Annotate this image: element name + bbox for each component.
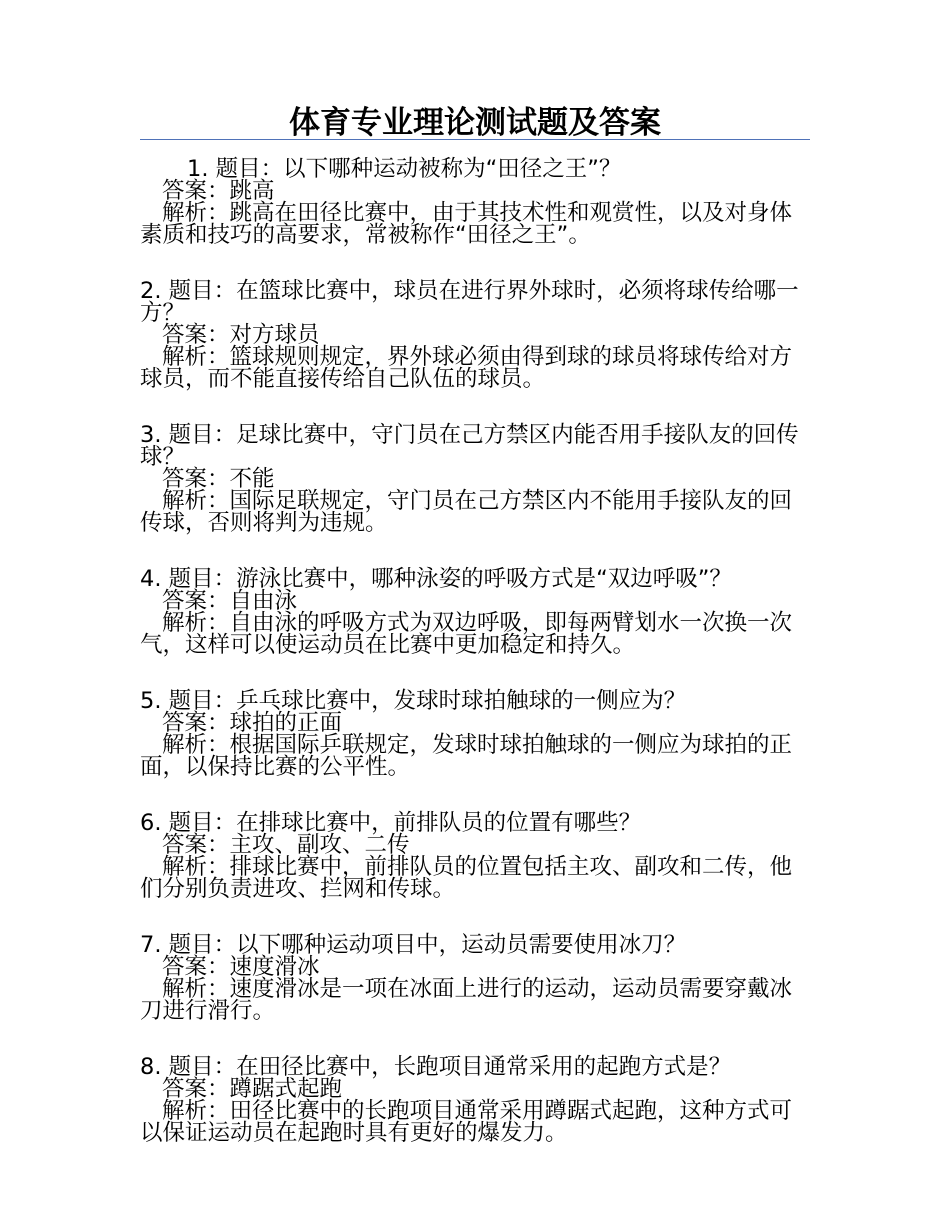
question-text: 5. 题目：乒乓球比赛中，发球时球拍触球的一侧应为？: [140, 688, 687, 714]
answer-text: 答案：跳高: [162, 178, 275, 204]
question-text: 1. 题目：以下哪种运动被称为“田径之王”？: [187, 156, 622, 182]
question-text: 6. 题目：在排球比赛中，前排队员的位置有哪些？: [140, 810, 642, 836]
explanation-text: 解析：跳高在田径比赛中，由于其技术性和观赏性，以及对身体素质和技巧的高要求，常被称作“田径之王”。: [140, 200, 793, 248]
page-title: 体育专业理论测试题及答案: [289, 105, 661, 141]
answer-text: 答案：不能: [162, 466, 275, 492]
answer-text: 答案：自由泳: [162, 588, 298, 614]
question-list: [140, 158, 810, 1178]
explanation-text: 解析：国际足联规定，守门员在己方禁区内不能用手接队友的回传球，否则将判为违规。: [140, 488, 793, 536]
explanation-text: 解析：速度滑冰是一项在冰面上进行的运动，运动员需要穿戴冰刀进行滑行。: [140, 976, 793, 1024]
question-text: 7. 题目：以下哪种运动项目中，运动员需要使用冰刀？: [140, 932, 687, 958]
question-item-5: [140, 690, 810, 778]
question-text: 2. 题目：在篮球比赛中，球员在进行界外球时，必须将球传给哪一方？: [140, 278, 799, 326]
question-item-3: [140, 424, 810, 534]
explanation-text: 解析：排球比赛中，前排队员的位置包括主攻、副攻和二传，他们分别负责进攻、拦网和传球。: [140, 854, 793, 902]
question-text: 4. 题目：游泳比赛中，哪种泳姿的呼吸方式是“双边呼吸”？: [140, 566, 732, 592]
title-underline: [140, 139, 810, 140]
question-item-4: [140, 568, 810, 656]
answer-text: 答案：蹲踞式起跑: [162, 1076, 343, 1102]
question-item-8: [140, 1056, 810, 1144]
explanation-text: 解析：根据国际乒联规定，发球时球拍触球的一侧应为球拍的正面，以保持比赛的公平性。: [140, 732, 793, 780]
explanation-text: 解析：篮球规则规定，界外球必须由得到球的球员将球传给对方球员，而不能直接传给自己队伍的球员。: [140, 344, 793, 392]
question-item-6: [140, 812, 810, 900]
question-item-1: [140, 158, 810, 246]
explanation-text: 解析：自由泳的呼吸方式为双边呼吸，即每两臂划水一次换一次气，这样可以使运动员在比赛中更加稳定和持久。: [140, 610, 793, 658]
explanation-text: 解析：田径比赛中的长跑项目通常采用蹲踞式起跑，这种方式可以保证运动员在起跑时具有更好的爆发力。: [140, 1098, 793, 1146]
question-item-7: [140, 934, 810, 1022]
question-text: 3. 题目：足球比赛中，守门员在己方禁区内能否用手接队友的回传球？: [140, 422, 799, 470]
question-item-2: [140, 280, 810, 390]
question-text: 8. 题目：在田径比赛中，长跑项目通常采用的起跑方式是？: [140, 1054, 732, 1080]
answer-text: 答案：主攻、副攻、二传: [162, 832, 410, 858]
answer-text: 答案：对方球员: [162, 322, 320, 348]
answer-text: 答案：速度滑冰: [162, 954, 320, 980]
answer-text: 答案：球拍的正面: [162, 710, 343, 736]
